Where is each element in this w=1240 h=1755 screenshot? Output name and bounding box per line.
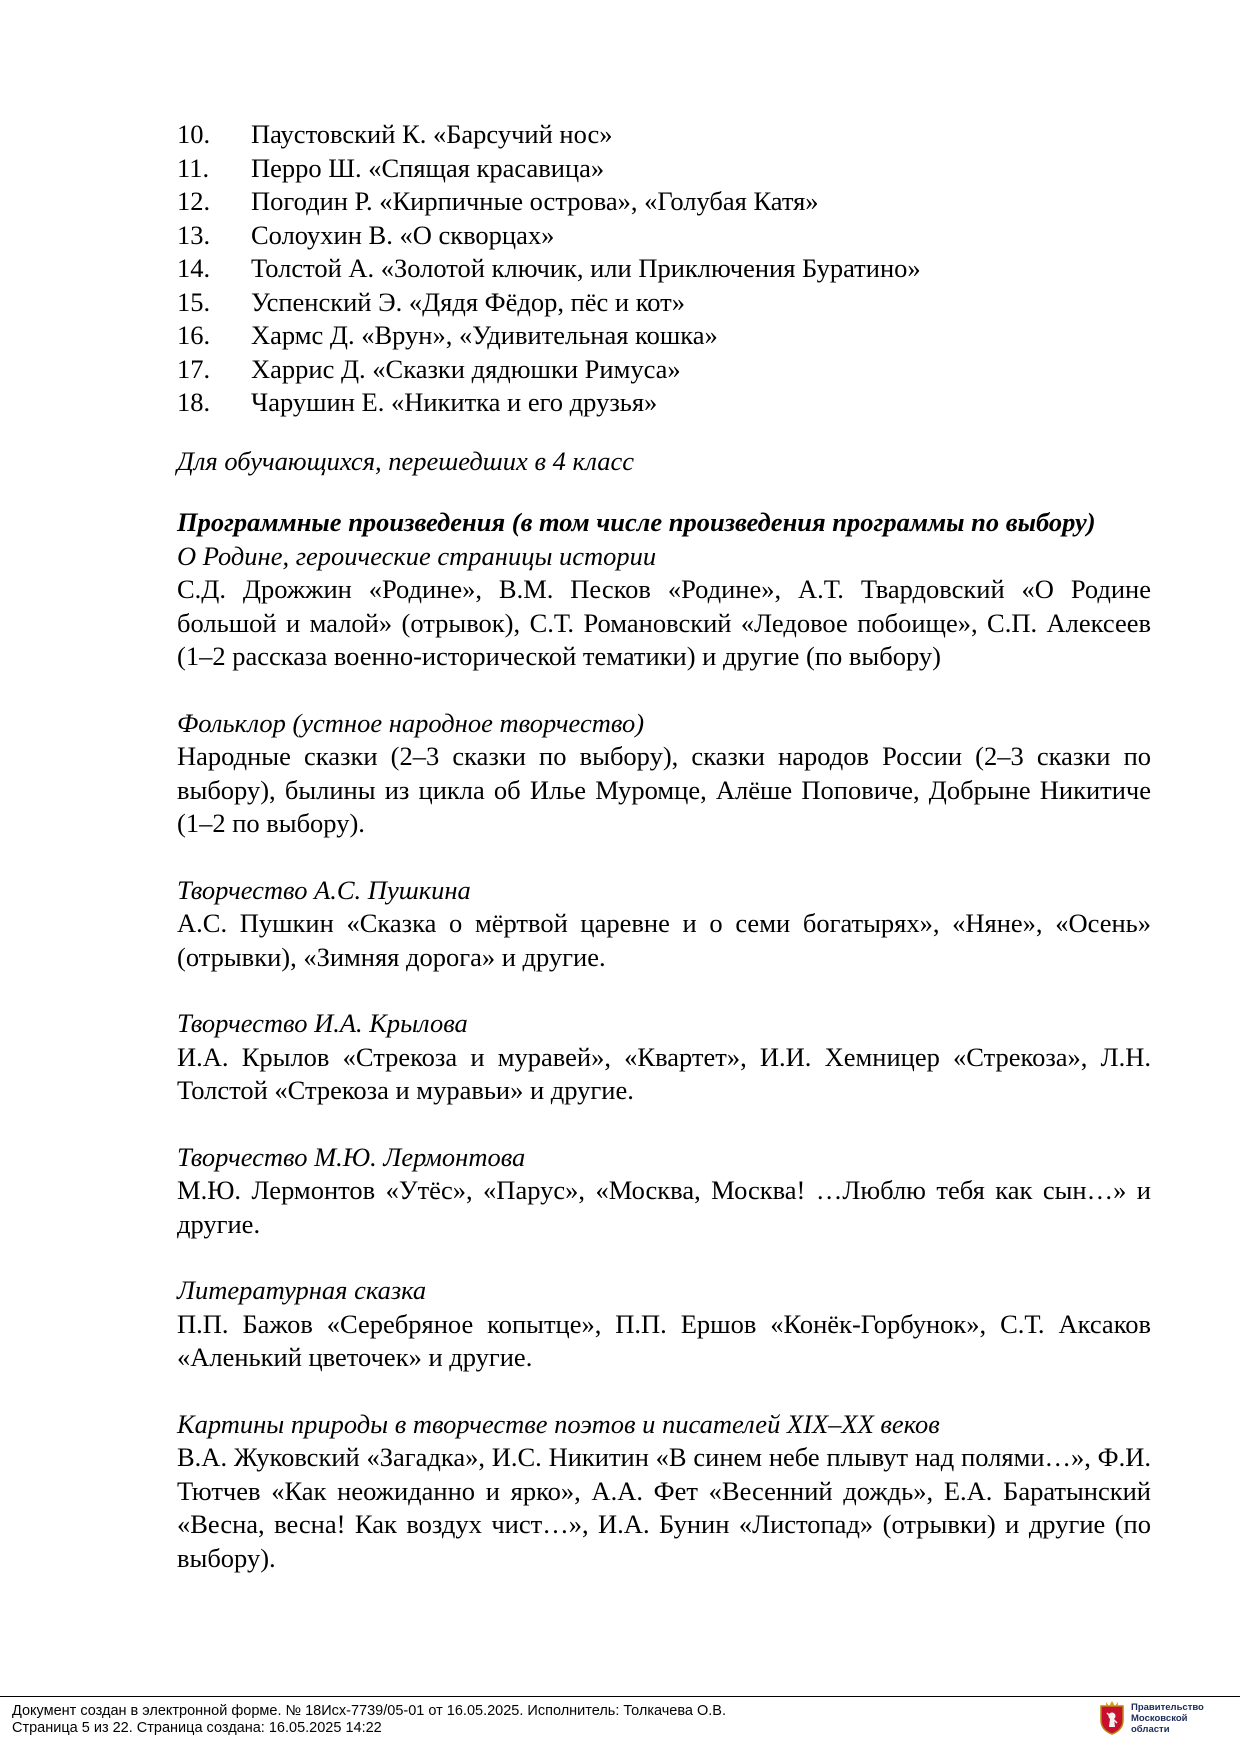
list-item <box>177 219 1151 253</box>
section-body: Народные сказки (2–3 сказки по выбору), сказки народов России (2–3 сказки по выбору), былины из цикла об Илье Муромце, Алёше Поповиче, Добрыне Никитиче (1–2 по выбору). <box>177 741 1151 838</box>
list-item <box>177 386 1151 420</box>
footer-line-1: Документ создан в электронной форме. № 18Исх-7739/05-01 от 16.05.2025. Исполнитель: Толкачева О.В. <box>12 1703 726 1719</box>
section-nature <box>177 1408 1151 1576</box>
list-item <box>177 286 1151 320</box>
list-item <box>177 319 1151 353</box>
list-number: 11. <box>177 152 210 183</box>
list-text: Чарушин Е. «Никитка и его друзья» <box>251 387 658 417</box>
list-text: Хармс Д. «Врун», «Удивительная кошка» <box>251 320 718 350</box>
list-number: 15. <box>177 286 211 317</box>
list-number: 13. <box>177 219 211 250</box>
list-text: Погодин Р. «Кирпичные острова», «Голубая Катя» <box>251 186 819 216</box>
footer-text <box>12 1703 726 1737</box>
list-text: Солоухин В. «О скворцах» <box>251 219 555 250</box>
list-item <box>177 152 1151 186</box>
section-pushkin <box>177 874 1151 975</box>
list-item <box>177 185 1151 219</box>
section-body: А.С. Пушкин «Сказка о мёртвой царевне и о семи богатырях», «Няне», «Осень» (отрывки), «Зимняя дорога» и другие. <box>177 908 1151 972</box>
list-text: Перро Ш. «Спящая красавица» <box>251 152 605 183</box>
list-item <box>177 353 1151 387</box>
section-heading: Творчество И.А. Крылова <box>177 1008 468 1038</box>
list-number: 17. <box>177 353 211 384</box>
document-content <box>177 118 1151 1575</box>
list-item <box>177 118 1151 152</box>
section-literary-tale <box>177 1274 1151 1375</box>
list-number: 10. <box>177 119 211 149</box>
section-body: И.А. Крылов «Стрекоза и муравей», «Квартет», И.И. Хемницер «Стрекоза», Л.Н. Толстой «Стрекоза и муравьи» и другие. <box>177 1041 1151 1105</box>
section-heading: О Родине, героические страницы истории <box>177 540 657 571</box>
coat-of-arms-icon <box>1097 1700 1127 1736</box>
government-logo <box>1097 1700 1211 1736</box>
section-krylov <box>177 1007 1151 1108</box>
grade-heading: Для обучающихся, перешедших в 4 класс <box>177 445 635 476</box>
list-item <box>177 252 1151 286</box>
section-heading: Литературная сказка <box>177 1275 427 1305</box>
list-text: Успенский Э. «Дядя Фёдор, пёс и кот» <box>251 286 685 317</box>
section-body: М.Ю. Лермонтов «Утёс», «Парус», «Москва, Москва! …Люблю тебя как сын…» и другие. <box>177 1175 1151 1239</box>
list-text: Толстой А. «Золотой ключик, или Приключения Буратино» <box>251 253 921 283</box>
list-number: 16. <box>177 320 211 350</box>
list-text: Паустовский К. «Барсучий нос» <box>251 119 613 149</box>
section-heading: Картины природы в творчестве поэтов и писателей XIX–XX веков <box>177 1408 940 1439</box>
section-lermontov <box>177 1141 1151 1242</box>
list-number: 14. <box>177 253 211 283</box>
section-body: П.П. Бажов «Серебряное копытце», П.П. Ершов «Конёк-Горбунок», С.Т. Аксаков «Аленький цветочек» и другие. <box>177 1308 1151 1372</box>
reading-list <box>177 118 1151 420</box>
section-heading: Творчество А.С. Пушкина <box>177 874 471 905</box>
section-heading: Творчество М.Ю. Лермонтова <box>177 1141 526 1172</box>
logo-line-1: Правительство <box>1131 1701 1204 1713</box>
section-folklore <box>177 707 1151 841</box>
section-body: В.А. Жуковский «Загадка», И.С. Никитин «В синем небе плывут над полями…», Ф.И. Тютчев «Как неожиданно и ярко», А.А. Фет «Весенний дождь», Е.А. Баратынский «Весна, весна! Как воздух чист…», И.А. Бунин «Листопад» (отрывки) и другие (по выбору). <box>177 1442 1151 1573</box>
section-homeland <box>177 540 1151 674</box>
list-number: 18. <box>177 387 211 417</box>
list-number: 12. <box>177 186 211 216</box>
logo-line-2: Московской области <box>1131 1712 1188 1735</box>
section-heading: Фольклор (устное народное творчество) <box>177 707 645 738</box>
list-text: Харрис Д. «Сказки дядюшки Римуса» <box>251 353 681 384</box>
footer-divider <box>0 1696 1240 1697</box>
program-title: Программные произведения (в том числе произведения программы по выбору) <box>177 507 1096 537</box>
footer-line-2: Страница 5 из 22. Страница создана: 16.05.2025 14:22 <box>12 1720 382 1736</box>
section-body: С.Д. Дрожжин «Родине», В.М. Песков «Родине», А.Т. Твардовский «О Родине большой и малой» (отрывок), С.Т. Романовский «Ледовое побоище», С.П. Алексеев (1–2 рассказа военно-исторической тематики) и другие (по выбору) <box>177 574 1151 671</box>
logo-text <box>1131 1702 1211 1735</box>
